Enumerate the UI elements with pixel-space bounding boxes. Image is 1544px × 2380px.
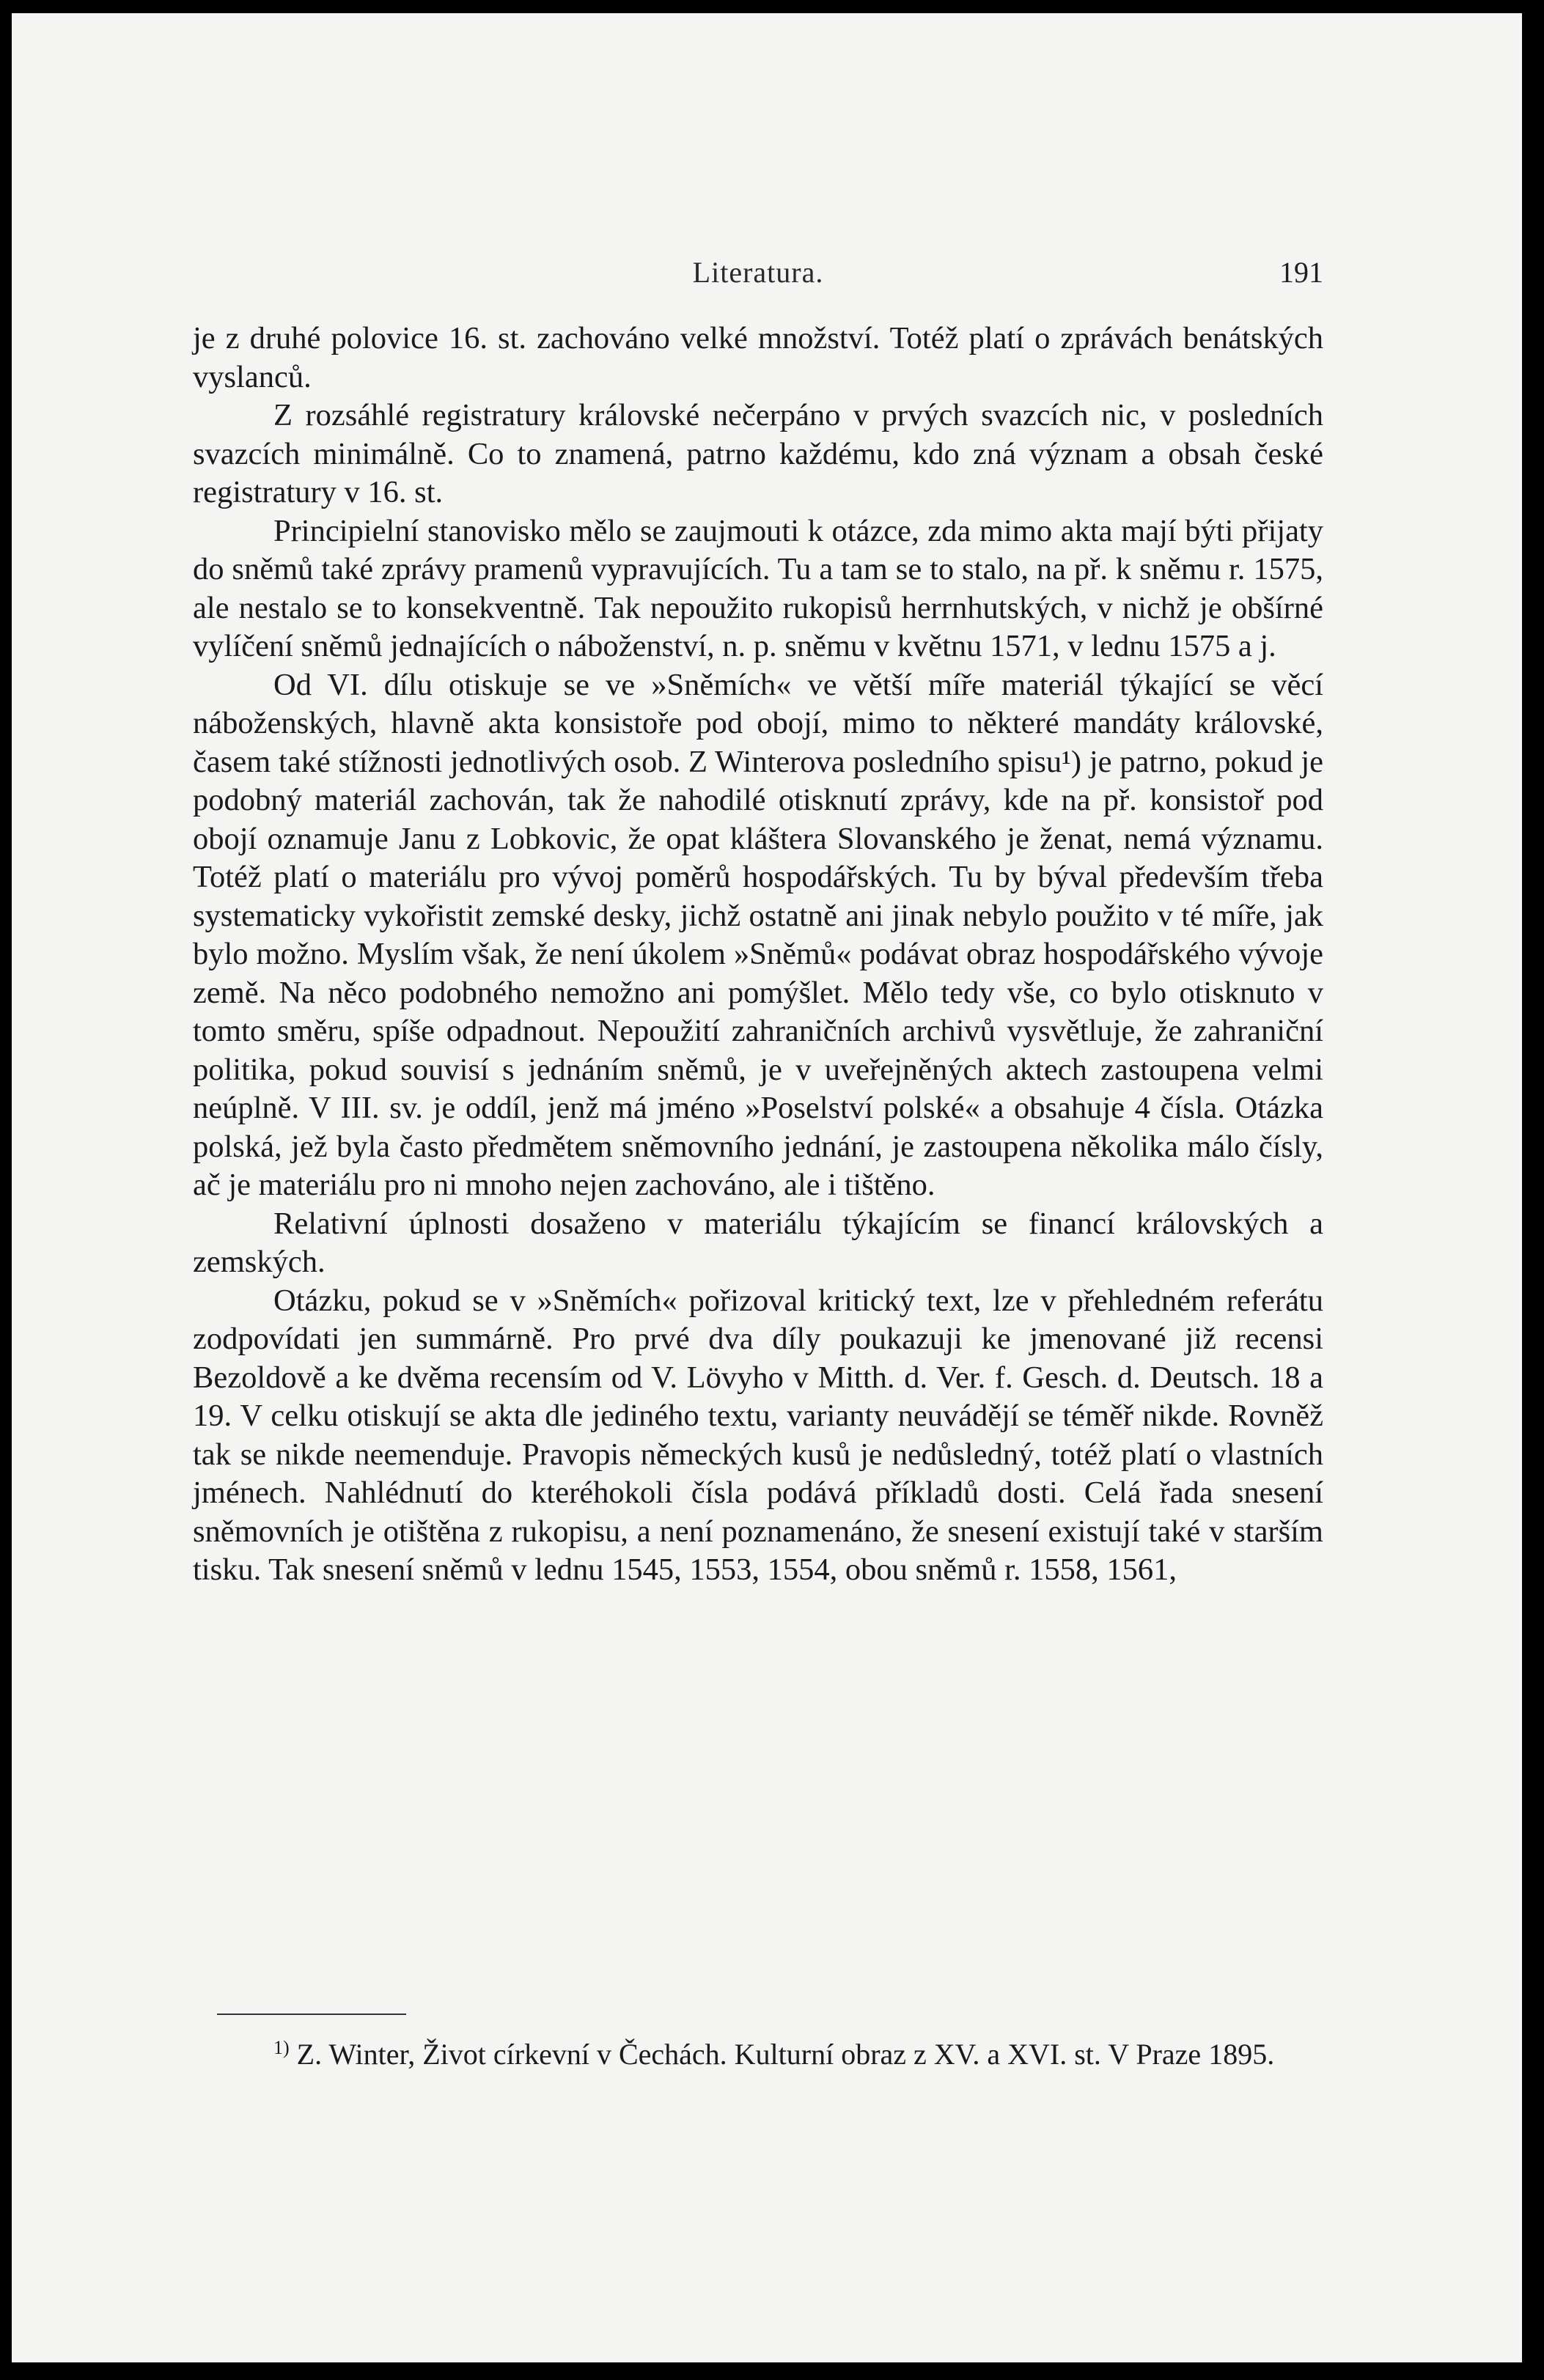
paragraph: Principielní stanovisko mělo se zaujmouti k otázce, zda mimo akta mají býti přijaty do sněmů také zprávy pramenů vypravujících. Tu a tam se to stalo, na př. k sněmu r. 1575, ale nestalo se to konsekventně. Tak nepoužito rukopisů herrnhutských, v nichž je obšírné vylíčení sněmů jednajících o náboženství, n. p. sněmu v květnu 1571, v lednu 1575 a j. [193, 513, 1323, 663]
footnote-divider [217, 2014, 406, 2015]
footnote [193, 2036, 1323, 2073]
paragraph: Relativní úplnosti dosaženo v materiálu týkajícím se financí královských a zemských. [193, 1206, 1323, 1279]
footnote-text: Z. Winter, Život církevní v Čechách. Kulturní obraz z XV. a XVI. st. V Praze 1895. [296, 2038, 1275, 2071]
footnote-mark: 1) [273, 2036, 290, 2058]
page-header [193, 255, 1323, 293]
paragraph: Otázku, pokud se v »Sněmích« pořizoval kritický text, lze v přehledném referátu zodpovídati jen summárně. Pro prvé dva díly poukazuji ke jmenované již recensi Bezoldově a ke dvěma recensím od V. Lövyho v Mitth. d. Ver. f. Gesch. d. Deutsch. 18 a 19. V celku otiskují se akta dle jediného textu, varianty neuvádějí se téměř nikde. Rovněž tak se nikde neemenduje. Pravopis německých kusů je nedůsledný, totéž platí o vlastních jménech. Nahlédnutí do kteréhokoli čísla podává příkladů dosti. Celá řada snesení sněmovních je otištěna z rukopisu, a není poznamenáno, že snesení existují také v starším tisku. Tak snesení sněmů v lednu 1545, 1553, 1554, obou sněmů r. 1558, 1561, [193, 1283, 1323, 1587]
paragraph: je z druhé polovice 16. st. zachováno velké množství. Totéž platí o zprávách benátských vyslanců. [193, 321, 1323, 394]
paragraph: Od VI. dílu otiskuje se ve »Sněmích« ve větší míře materiál týkající se věcí náboženských, hlavně akta konsistoře pod obojí, mimo to některé mandáty královské, časem také stížnosti jednotlivých osob. Z Winterova posledního spisu¹) je patrno, pokud je podobný materiál zachován, tak že nahodilé otisknutí zprávy, kde na př. konsistoř pod obojí oznamuje Janu z Lobkovic, že opat kláštera Slovanského je ženat, nemá významu. Totéž platí o materiálu pro vývoj poměrů hospodářských. Tu by býval především třeba systematicky vykořistit zemské desky, jichž ostatně ani jinak nebylo použito v té míře, jak bylo možno. Myslím však, že není úkolem »Sněmů« podávat obraz hospodářského vývoje země. Na něco podobného nemožno ani pomýšlet. Mělo tedy vše, co bylo otisknuto v tomto směru, spíše odpadnout. Nepoužití zahraničních archivů vysvětluje, že zahraniční politika, pokud souvisí s jednáním sněmů, je v uveřejněných aktech zastoupena velmi neúplně. V III. sv. je oddíl, jenž má jméno »Poselství polské« a obsahuje 4 čísla. Otázka polská, jež byla často předmětem sněmovního jednání, je zastoupena několika málo čísly, ač je materiálu pro ni mnoho nejen zachováno, ale i tištěno. [193, 667, 1323, 1202]
running-head: Literatura. [692, 256, 824, 289]
book-page [12, 13, 1522, 2362]
paragraph: Z rozsáhlé registratury královské nečerpáno v prvých svazcích nic, v posledních svazcích minimálně. Co to znamená, patrno každému, kdo zná význam a obsah české registratury v 16. st. [193, 398, 1323, 509]
page-number: 191 [1279, 256, 1323, 289]
body-text [193, 320, 1323, 1590]
